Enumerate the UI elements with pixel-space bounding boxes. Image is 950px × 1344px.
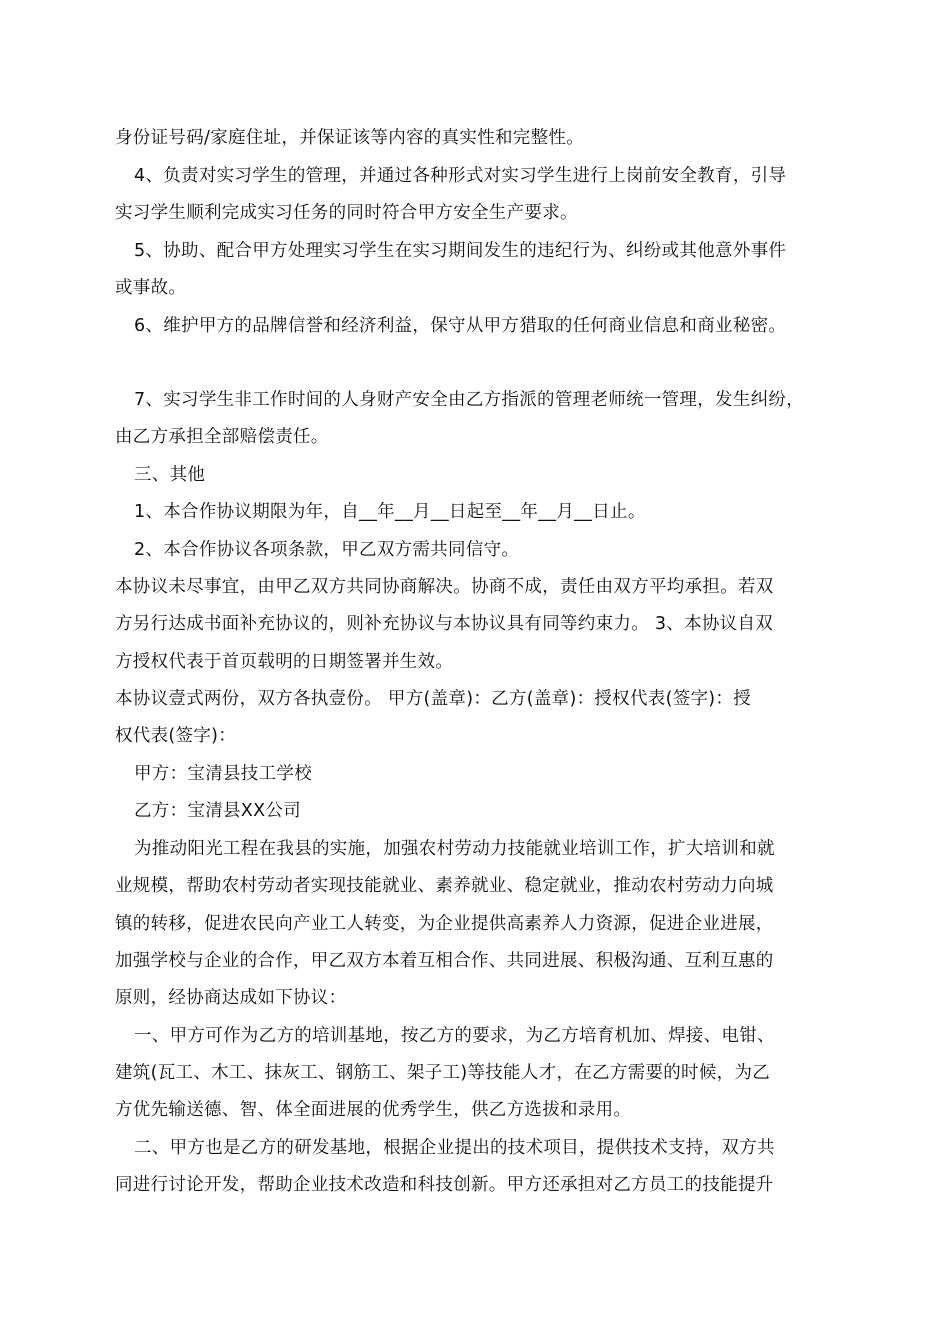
text-line: 本协议壹式两份，双方各执壹份。 甲方(盖章)：乙方(盖章)：授权代表(签字)：授 [115, 689, 752, 709]
text-line: 实习学生顺利完成实习任务的同时符合甲方安全生产要求。 [115, 203, 578, 223]
text-line: 方另行达成书面补充协议的，则补充协议与本协议具有同等约束力。 3、本协议自双 [115, 614, 774, 634]
text-line: 本协议未尽事宜，由甲乙双方共同协商解决。协商不成，责任由双方平均承担。若双 [115, 577, 774, 597]
text-line: 建筑(瓦工、木工、抹灰工、钢筋工、架子工)等技能人才，在乙方需要的时候，为乙 [115, 1063, 771, 1083]
party-b-line: 乙方：宝清县XX公司 [134, 801, 301, 821]
text-line: 方优先输送德、智、体全面进展的优秀学生，供乙方选拔和录用。 [115, 1100, 632, 1120]
text-line: 加强学校与企业的合作，甲乙双方本着互相合作、共同进展、积极沟通、互利互惠的 [115, 951, 774, 971]
section-heading: 三、其他 [134, 465, 206, 485]
text-line: 同进行讨论开发，帮助企业技术改造和科技创新。甲方还承担对乙方员工的技能提升 [115, 1175, 774, 1195]
text-line: 7、实习学生非工作时间的人身财产安全由乙方指派的管理老师统一管理，发生纠纷， [134, 390, 805, 410]
text-line: 4、负责对实习学生的管理，并通过各种形式对实习学生进行上岗前安全教育，引导 [134, 166, 787, 186]
text-line: 原则，经协商达成如下协议： [115, 988, 347, 1008]
text-line: 1、本合作协议期限为年，自__年__月__日起至__年__月__日止。 [134, 502, 646, 522]
text-line: 2、本合作协议各项条款，甲乙双方需共同信守。 [134, 540, 520, 560]
text-line: 5、协助、配合甲方处理实习学生在实习期间发生的违纪行为、纠纷或其他意外事件 [134, 241, 787, 261]
text-line: 镇的转移，促进农民向产业工人转变，为企业提供高素养人力资源，促进企业进展， [115, 914, 774, 934]
text-line: 为推动阳光工程在我县的实施，加强农村劳动力技能就业培训工作，扩大培训和就 [134, 839, 775, 859]
text-line: 或事故。 [115, 278, 187, 298]
text-line: 身份证号码/家庭住址，并保证该等内容的真实性和完整性。 [115, 128, 584, 148]
text-line: 方授权代表于首页载明的日期签署并生效。 [115, 652, 454, 672]
text-line: 6、维护甲方的品牌信誉和经济利益，保守从甲方猎取的任何商业信息和商业秘密。 [134, 316, 787, 336]
text-line: 权代表(签字)： [115, 726, 237, 746]
party-a-line: 甲方：宝清县技工学校 [134, 764, 312, 784]
text-line: 由乙方承担全部赔偿责任。 [115, 427, 329, 447]
text-line: 二、甲方也是乙方的研发基地，根据企业提出的技术项目，提供技术支持，双方共 [134, 1138, 775, 1158]
text-line: 一、甲方可作为乙方的培训基地，按乙方的要求，为乙方培育机加、焊接、电钳、 [134, 1026, 775, 1046]
text-line: 业规模，帮助农村劳动者实现技能就业、素养就业、稳定就业，推动农村劳动力向城 [115, 876, 774, 896]
